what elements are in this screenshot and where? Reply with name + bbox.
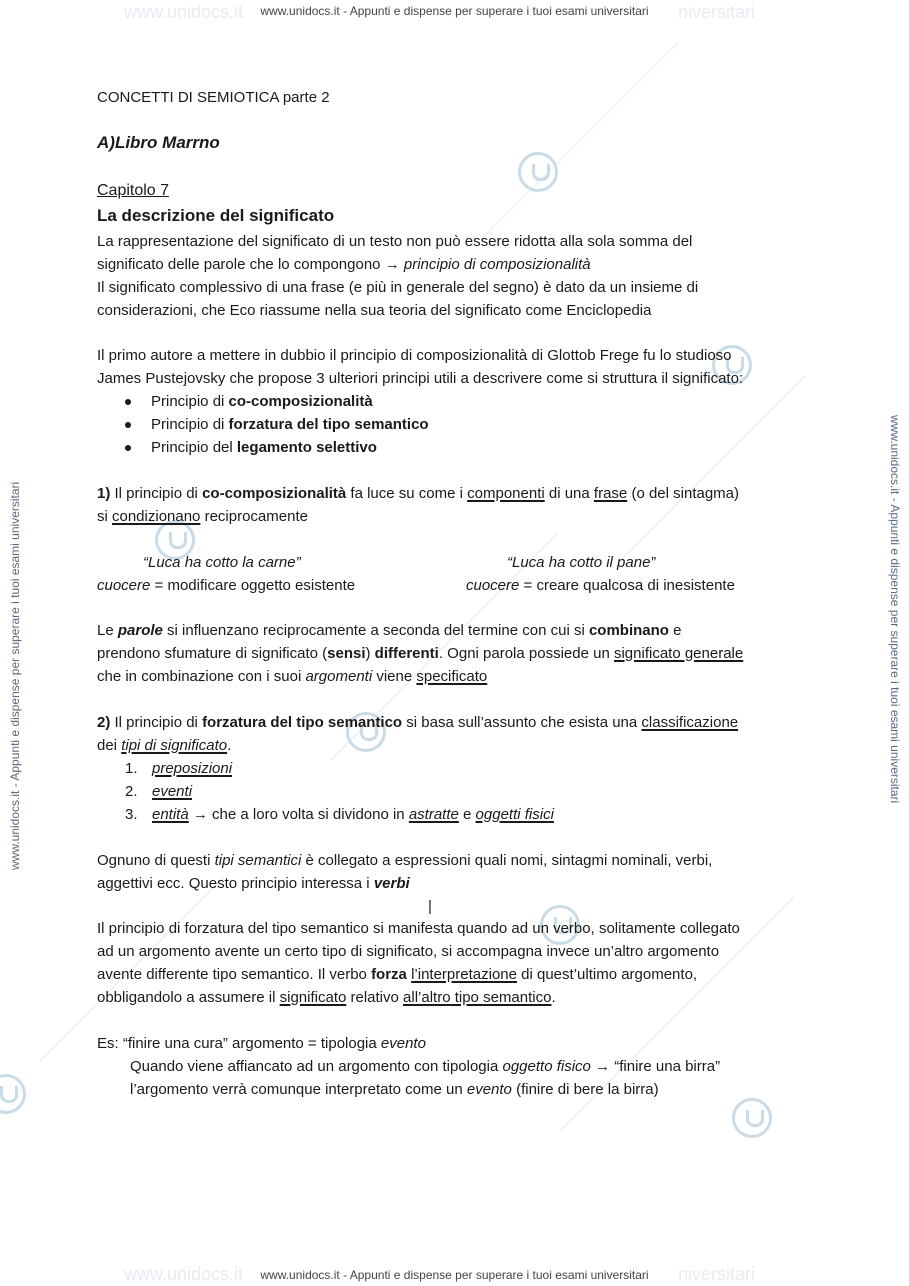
paragraph-line: Quando viene affiancato ad un argomento con tipologia oggetto fisico → “finire una birra” (130, 1058, 721, 1075)
list-item: 3. entità → che a loro volta si dividono in astratte e oggetti fisici (125, 806, 554, 823)
paragraph-line: significato delle parole che lo compongono → principio di composizionalità (97, 256, 591, 273)
paragraph-line: avente differente tipo semantico. Il verbo forza l’interpretazione di quest’ultimo argomento, (97, 966, 698, 983)
paragraph-line: La rappresentazione del significato di un testo non può essere ridotta alla sola somma del (97, 233, 693, 250)
watermark-diagonal (620, 376, 805, 561)
chapter-heading: Capitolo 7 (97, 182, 170, 199)
list-item: Principio di co-composizionalità (125, 392, 373, 412)
paragraph-line: ad un argomento avente un certo tipo di significato, si accompagna invece un’altro argomento (97, 943, 720, 960)
paragraph-line: l’argomento verrà comunque interpretato come un evento (finire di bere la birra) (130, 1081, 659, 1098)
watermark-ghost-right: niversitari (678, 2, 756, 22)
example-quote-left: “Luca ha cotto la carne” (143, 554, 301, 571)
bullet-icon (125, 422, 131, 428)
paragraph-line: considerazioni, che Eco riassume nella sua teoria del significato come Enciclopedia (97, 302, 652, 319)
document-title: CONCETTI DI SEMIOTICA parte 2 (97, 89, 330, 106)
paragraph-line: Ognuno di questi tipi semantici è collegato a espressioni quali nomi, sintagmi nominali, verbi, (97, 852, 713, 869)
list-item: Principio del legamento selettivo (125, 438, 377, 458)
paragraph-line: Il primo autore a mettere in dubbio il principio di composizionalità di Glottob Frege fu lo studioso (97, 347, 732, 364)
paragraph-line: aggettivi ecc. Questo principio interessa i verbi (97, 875, 410, 892)
paragraph-line: che in combinazione con i suoi argomenti viene specificato (97, 668, 488, 685)
paragraph-line: Es: “finire una cura” argomento = tipologia evento (97, 1035, 426, 1052)
watermark-right-side: www.unidocs.it - Appunti e dispense per superare i tuoi esami universitari (888, 415, 902, 804)
watermark-ghost-left: www.unidocs.it (124, 1264, 244, 1284)
example-quote-right: “Luca ha cotto il pane” (507, 554, 656, 571)
watermark-diagonal (480, 42, 679, 241)
example-def-left: cuocere = modificare oggetto esistente (97, 577, 356, 594)
bullet-icon (125, 445, 131, 451)
watermark-logo-icon (0, 1074, 26, 1114)
watermark-bottom: www.unidocs.it - Appunti e dispense per superare i tuoi esami universitari (260, 1268, 649, 1282)
watermark-top: www.unidocs.it - Appunti e dispense per superare i tuoi esami universitari (260, 4, 649, 18)
paragraph-line: dei tipi di significato. (97, 737, 232, 754)
watermark-ghost-left: www.unidocs.it (124, 2, 244, 22)
paragraph-line: James Pustejovsky che propose 3 ulteriori principi utili a descrivere come si struttura il significato: (97, 370, 744, 387)
chapter-subheading: La descrizione del significato (97, 206, 335, 225)
paragraph-line: prendono sfumature di significato (sensi) differenti. Ogni parola possiede un significato generale (97, 645, 744, 662)
paragraph-line: Il principio di forzatura del tipo semantico si manifesta quando ad un verbo, solitamente collegato (97, 920, 740, 937)
vertical-bar: | (428, 898, 432, 915)
list-item: 2. eventi (125, 783, 193, 800)
section-heading: A)Libro Marrno (97, 133, 220, 152)
watermark-ghost-right: niversitari (678, 1264, 756, 1284)
paragraph-line: si condizionano reciprocamente (97, 508, 308, 525)
paragraph-line: Il significato complessivo di una frase (e più in generale del segno) è dato da un insieme di (97, 279, 699, 296)
list-item: 1. preposizioni (125, 760, 233, 777)
paragraph-line: Le parole si influenzano reciprocamente a seconda del termine con cui si combinano e (97, 622, 682, 639)
bullet-icon (125, 399, 131, 405)
watermark-logo-icon (732, 1098, 772, 1138)
paragraph-line: obbligandolo a assumere il significato relativo all’altro tipo semantico. (97, 989, 556, 1006)
example-def-right: cuocere = creare qualcosa di inesistente (466, 577, 735, 594)
watermark-left-side: www.unidocs.it - Appunti e dispense per superare i tuoi esami universitari (8, 481, 22, 870)
paragraph-line: 2) Il principio di forzatura del tipo semantico si basa sull’assunto che esista una classificazione (97, 714, 739, 731)
watermark-logo-icon (518, 152, 558, 192)
list-item: Principio di forzatura del tipo semantico (125, 415, 429, 435)
paragraph-line: 1) Il principio di co-composizionalità fa luce su come i componenti di una frase (o del sintagma) (97, 485, 739, 502)
emphasis: principio di composizionalità (403, 256, 591, 273)
